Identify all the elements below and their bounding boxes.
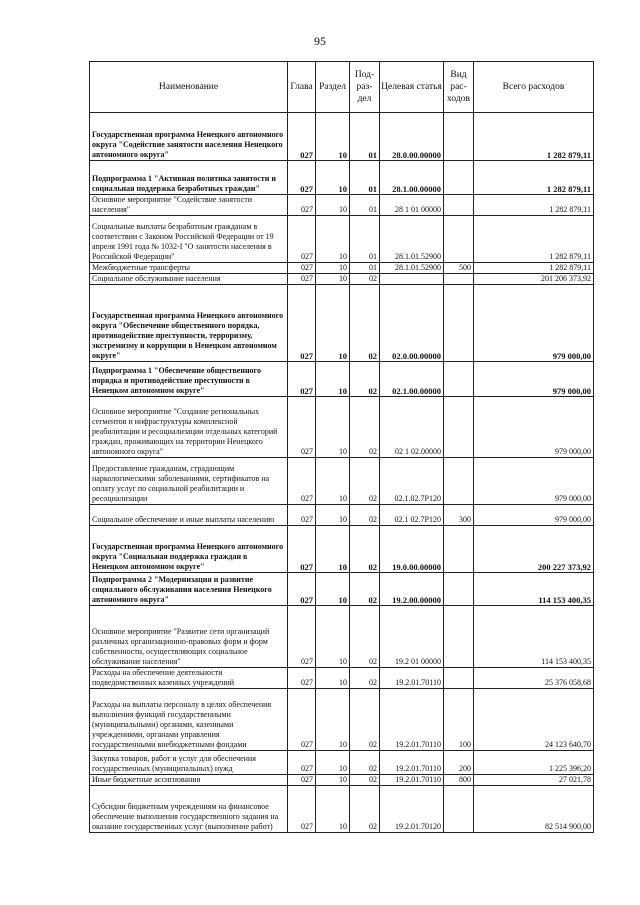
cell-target: 02.1.02.7Р120: [380, 458, 444, 505]
cell-total: 114 153 400,35: [474, 606, 594, 668]
table-row: [90, 113, 594, 161]
cell-vid: [444, 285, 474, 362]
cell-podrazdel: 02: [350, 362, 380, 397]
cell-target: 19.2.01.70110: [380, 668, 444, 689]
cell-glava: 027: [288, 113, 316, 161]
table-row: [90, 526, 594, 573]
cell-vid: [444, 606, 474, 668]
header-name: Наименование: [90, 62, 288, 113]
cell-razdel: 10: [316, 285, 350, 362]
header-row: [90, 62, 594, 113]
cell-total: 1 225 396,20: [474, 751, 594, 775]
cell-name: Субсидии бюджетным учреждениям на финансовое обеспечение выполнения государственного задания на оказание государственных услуг (выполнение работ): [90, 786, 288, 833]
cell-glava: 027: [288, 751, 316, 775]
cell-razdel: 10: [316, 606, 350, 668]
cell-target: 19.2.00.00000: [380, 573, 444, 606]
cell-podrazdel: 02: [350, 505, 380, 526]
cell-target: 19.2.01.70120: [380, 786, 444, 833]
cell-razdel: 10: [316, 263, 350, 274]
cell-podrazdel: 01: [350, 216, 380, 263]
cell-total: 979 000,00: [474, 397, 594, 458]
cell-glava: 027: [288, 161, 316, 195]
cell-razdel: 10: [316, 397, 350, 458]
cell-name: Основное мероприятие "Создание региональных сегментов и инфраструктуры комплексной реабилитации и ресоциализации отдельных категорий граждан, проживающих на территории Ненецкого автономного округа": [90, 397, 288, 458]
cell-vid: [444, 786, 474, 833]
cell-podrazdel: 02: [350, 775, 380, 786]
cell-total: 25 376 058,68: [474, 668, 594, 689]
cell-razdel: 10: [316, 505, 350, 526]
cell-glava: 027: [288, 274, 316, 285]
cell-vid: [444, 161, 474, 195]
cell-vid: [444, 362, 474, 397]
table-row: [90, 216, 594, 263]
cell-glava: 027: [288, 668, 316, 689]
cell-glava: 027: [288, 285, 316, 362]
cell-glava: 027: [288, 216, 316, 263]
cell-podrazdel: 02: [350, 285, 380, 362]
cell-name: Межбюджетные трансферты: [90, 263, 288, 274]
table-row: [90, 161, 594, 195]
cell-glava: 027: [288, 263, 316, 274]
page-number: 95: [314, 34, 326, 48]
table-row: [90, 786, 594, 833]
cell-razdel: 10: [316, 526, 350, 573]
cell-podrazdel: 02: [350, 526, 380, 573]
cell-podrazdel: 02: [350, 606, 380, 668]
cell-target: 28.1.01.52900: [380, 263, 444, 274]
cell-name: Предоставление гражданам, страдающим наркологическими заболеваниями, сертификатов на оплату услуг по социальной реабилитации и ресоциализации: [90, 458, 288, 505]
cell-total: 1 282 879,11: [474, 263, 594, 274]
cell-name: Социальные выплаты безработным гражданам в соответствии с Законом Российской Федерации от 19 апреля 1991 года № 1032-I "О занятости населения в Российской Федерации": [90, 216, 288, 263]
cell-razdel: 10: [316, 751, 350, 775]
cell-vid: 100: [444, 689, 474, 751]
cell-razdel: 10: [316, 775, 350, 786]
cell-razdel: 10: [316, 113, 350, 161]
cell-target: 02.0.00.00000: [380, 285, 444, 362]
table-row: [90, 274, 594, 285]
cell-name: Социальное обеспечение и иные выплаты населению: [90, 505, 288, 526]
cell-name: Подпрограмма 1 "Обеспечение общественного порядка и противодействие преступности в Ненецком автономном округе": [90, 362, 288, 397]
table-row: [90, 195, 594, 216]
cell-podrazdel: 01: [350, 113, 380, 161]
cell-glava: 027: [288, 505, 316, 526]
cell-podrazdel: 02: [350, 274, 380, 285]
cell-target: 28.1.01.52900: [380, 216, 444, 263]
cell-razdel: 10: [316, 274, 350, 285]
table-row: [90, 263, 594, 274]
cell-glava: 027: [288, 195, 316, 216]
cell-target: 19.0.00.00000: [380, 526, 444, 573]
cell-vid: [444, 274, 474, 285]
cell-target: 02 1 02.00000: [380, 397, 444, 458]
cell-razdel: 10: [316, 362, 350, 397]
cell-target: 19.2.01.70110: [380, 689, 444, 751]
cell-total: 1 282 879,11: [474, 195, 594, 216]
header-podrazdel: Под-раз-дел: [350, 62, 380, 113]
cell-target: 28.1.00.00000: [380, 161, 444, 195]
table-row: [90, 397, 594, 458]
cell-target: 02.1 02.7Р120: [380, 505, 444, 526]
cell-name: Государственная программа Ненецкого автономного округа "Обеспечение общественного порядка, противодействие преступности, терроризму, экстремизму и коррупции в Ненецком автономном округе": [90, 285, 288, 362]
cell-name: Государственная программа Ненецкого автономного округа "Содействие занятости населения Ненецкого автономного округа": [90, 113, 288, 161]
header-target: Целевая статья: [380, 62, 444, 113]
cell-glava: 027: [288, 397, 316, 458]
cell-vid: [444, 526, 474, 573]
cell-glava: 027: [288, 573, 316, 606]
header-glava: Глава: [288, 62, 316, 113]
cell-total: 201 206 373,92: [474, 274, 594, 285]
table-row: [90, 362, 594, 397]
cell-total: 82 514 900,00: [474, 786, 594, 833]
cell-vid: [444, 397, 474, 458]
cell-razdel: 10: [316, 161, 350, 195]
cell-glava: 027: [288, 786, 316, 833]
cell-target: 28.0.00.00000: [380, 113, 444, 161]
cell-target: 19.2.01.70110: [380, 751, 444, 775]
budget-table: [89, 61, 594, 833]
cell-glava: 027: [288, 458, 316, 505]
cell-razdel: 10: [316, 689, 350, 751]
header-razdel: Раздел: [316, 62, 350, 113]
cell-total: 1 282 879,11: [474, 216, 594, 263]
cell-podrazdel: 02: [350, 689, 380, 751]
cell-target: 02.1.00.00000: [380, 362, 444, 397]
cell-vid: 500: [444, 263, 474, 274]
cell-name: Иные бюджетные ассигнования: [90, 775, 288, 786]
cell-name: Подпрограмма 1 "Активная политика занятости и социальная поддержка безработных граждан": [90, 161, 288, 195]
cell-total: 27 021,78: [474, 775, 594, 786]
cell-podrazdel: 01: [350, 263, 380, 274]
cell-name: Подпрограмма 2 "Модернизация и развитие социального обслуживания населения Ненецкого автономного округа": [90, 573, 288, 606]
table-row: [90, 505, 594, 526]
table-row: [90, 689, 594, 751]
table-row: [90, 458, 594, 505]
cell-glava: 027: [288, 362, 316, 397]
cell-name: Расходы на выплаты персоналу в целях обеспечения выполнения функций государственными (муниципальными) органами, казенными учреждениями, органами управления государственными внебюджетными фондами: [90, 689, 288, 751]
cell-podrazdel: 01: [350, 161, 380, 195]
cell-razdel: 10: [316, 195, 350, 216]
cell-podrazdel: 02: [350, 668, 380, 689]
cell-total: 1 282 879,11: [474, 161, 594, 195]
cell-total: 114 153 400,35: [474, 573, 594, 606]
cell-name: Расходы на обеспечение деятельности подведомственных казенных учреждений: [90, 668, 288, 689]
cell-target: 28 1 01 00000: [380, 195, 444, 216]
table-row: [90, 668, 594, 689]
cell-vid: 200: [444, 751, 474, 775]
cell-total: 979 000,00: [474, 362, 594, 397]
cell-podrazdel: 02: [350, 458, 380, 505]
cell-target: 19.2 01 00000: [380, 606, 444, 668]
header-total: Всего расходов: [474, 62, 594, 113]
cell-vid: [444, 668, 474, 689]
cell-target: [380, 274, 444, 285]
cell-vid: [444, 458, 474, 505]
cell-vid: [444, 216, 474, 263]
cell-target: 19.2.01.70110: [380, 775, 444, 786]
cell-name: Основное мероприятие "Содействие занятости населения": [90, 195, 288, 216]
cell-vid: [444, 195, 474, 216]
cell-name: Основное мероприятие "Развитие сети организаций различных организационно-правовых форм и форм собственности, осуществляющих социальное обслуживание населения": [90, 606, 288, 668]
cell-podrazdel: 02: [350, 786, 380, 833]
cell-glava: 027: [288, 606, 316, 668]
cell-total: 979 000,00: [474, 285, 594, 362]
cell-total: 1 282 879,11: [474, 113, 594, 161]
cell-vid: [444, 113, 474, 161]
cell-name: Закупка товаров, работ и услуг для обеспечения государственных (муниципальных) нужд: [90, 751, 288, 775]
table-row: [90, 285, 594, 362]
cell-vid: 800: [444, 775, 474, 786]
cell-vid: 300: [444, 505, 474, 526]
cell-total: 24 123 640,70: [474, 689, 594, 751]
table-row: [90, 775, 594, 786]
cell-razdel: 10: [316, 216, 350, 263]
cell-glava: 027: [288, 775, 316, 786]
cell-podrazdel: 02: [350, 751, 380, 775]
cell-razdel: 10: [316, 458, 350, 505]
cell-razdel: 10: [316, 668, 350, 689]
cell-total: 979 000,00: [474, 458, 594, 505]
cell-glava: 027: [288, 526, 316, 573]
cell-razdel: 10: [316, 786, 350, 833]
table-row: [90, 606, 594, 668]
table-row: [90, 573, 594, 606]
cell-name: Государственная программа Ненецкого автономного округа "Социальная поддержка граждан в Ненецком автономном округе": [90, 526, 288, 573]
cell-total: 979 000,00: [474, 505, 594, 526]
table-row: [90, 751, 594, 775]
cell-total: 200 227 373,92: [474, 526, 594, 573]
cell-podrazdel: 02: [350, 573, 380, 606]
cell-glava: 027: [288, 689, 316, 751]
cell-name: Социальное обслуживание населения: [90, 274, 288, 285]
cell-podrazdel: 01: [350, 195, 380, 216]
cell-podrazdel: 02: [350, 397, 380, 458]
cell-vid: [444, 573, 474, 606]
header-vid: Вид рас-ходов: [444, 62, 474, 113]
cell-razdel: 10: [316, 573, 350, 606]
